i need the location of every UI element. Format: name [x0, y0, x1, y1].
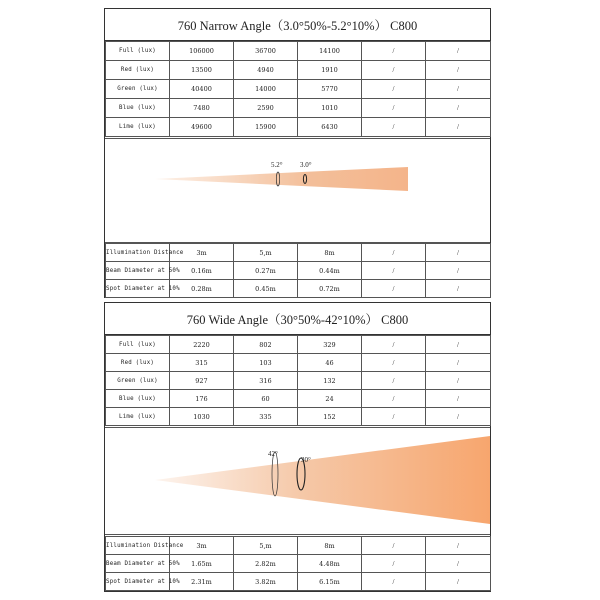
- narrow-angle-panel: [104, 8, 491, 298]
- lux-row-value: /: [362, 61, 426, 80]
- lux-row: [106, 61, 491, 80]
- lux-row-value: 176: [170, 390, 234, 408]
- lux-row-value: /: [362, 408, 426, 426]
- lux-row-value: 1910: [298, 61, 362, 80]
- lux-row: [106, 372, 491, 390]
- lux-row-value: 106000: [170, 42, 234, 61]
- distance-row: [106, 262, 491, 280]
- distance-row-value: 0.72m: [298, 280, 362, 298]
- distance-row: [106, 573, 491, 591]
- lux-row: [106, 99, 491, 118]
- lux-row: [106, 336, 491, 354]
- narrow-outer-angle-label: 5.2°: [271, 161, 283, 169]
- lux-row-value: /: [426, 61, 491, 80]
- lux-row-value: /: [362, 99, 426, 118]
- lux-row-label: Green (lux): [106, 80, 170, 99]
- lux-row-value: /: [426, 42, 491, 61]
- wide-angle-title: 760 Wide Angle（30°50%-42°10%） C800: [105, 303, 490, 335]
- lux-row-label: Lime (lux): [106, 118, 170, 137]
- narrow-beam-diagram: [105, 138, 490, 243]
- wide-outer-angle-label: 42°: [268, 450, 278, 458]
- distance-row-value: /: [426, 280, 491, 298]
- lux-row-value: 36700: [234, 42, 298, 61]
- lux-row-value: 152: [298, 408, 362, 426]
- distance-row: [106, 280, 491, 298]
- lux-row-value: 335: [234, 408, 298, 426]
- lux-row-value: /: [362, 372, 426, 390]
- narrow-beam-cone: [155, 167, 408, 191]
- distance-row-value: /: [426, 262, 491, 280]
- distance-row-value: /: [362, 573, 426, 591]
- distance-row-value: /: [362, 244, 426, 262]
- lux-row-value: 49600: [170, 118, 234, 137]
- distance-row-value: 8m: [298, 537, 362, 555]
- lux-row: [106, 354, 491, 372]
- lux-row-value: /: [426, 372, 491, 390]
- lux-row-value: 2220: [170, 336, 234, 354]
- distance-row-value: 0.44m: [298, 262, 362, 280]
- distance-row-value: /: [362, 280, 426, 298]
- distance-row-value: 4.48m: [298, 555, 362, 573]
- lux-row-value: /: [362, 42, 426, 61]
- lux-row-value: 46: [298, 354, 362, 372]
- distance-row-value: 5,m: [234, 537, 298, 555]
- lux-row-label: Full (lux): [106, 42, 170, 61]
- distance-row-label: Beam Diameter at 50%: [106, 555, 170, 573]
- distance-row-value: /: [426, 244, 491, 262]
- narrow-inner-angle-label: 3.0°: [300, 161, 312, 169]
- lux-row-label: Lime (lux): [106, 408, 170, 426]
- lux-row-label: Blue (lux): [106, 99, 170, 118]
- distance-row-value: 2.31m: [170, 573, 234, 591]
- wide-beam-diagram: [105, 427, 490, 535]
- lux-row-value: 60: [234, 390, 298, 408]
- distance-row-label: Beam Diameter at 50%: [106, 262, 170, 280]
- lux-row-label: Blue (lux): [106, 390, 170, 408]
- lux-row-value: 315: [170, 354, 234, 372]
- lux-row-value: 802: [234, 336, 298, 354]
- lux-row-value: 14100: [298, 42, 362, 61]
- lux-row-value: 5770: [298, 80, 362, 99]
- lux-row-value: 14000: [234, 80, 298, 99]
- distance-row-value: 3.82m: [234, 573, 298, 591]
- lux-row-value: 6430: [298, 118, 362, 137]
- distance-row-value: /: [362, 262, 426, 280]
- distance-row-value: /: [362, 555, 426, 573]
- distance-row: [106, 537, 491, 555]
- distance-row-value: 0.27m: [234, 262, 298, 280]
- lux-row-value: /: [362, 118, 426, 137]
- distance-row-label: Illumination Distance: [106, 244, 170, 262]
- lux-row: [106, 80, 491, 99]
- lux-row-value: /: [362, 354, 426, 372]
- lux-row-value: /: [426, 390, 491, 408]
- wide-inner-angle-label: 30°: [301, 456, 311, 464]
- wide-lux-table: [105, 335, 491, 426]
- lux-row-value: 40400: [170, 80, 234, 99]
- distance-row-value: 0.45m: [234, 280, 298, 298]
- lux-row-value: 13500: [170, 61, 234, 80]
- lux-row-value: /: [362, 80, 426, 99]
- narrow-distance-table: [105, 243, 491, 298]
- lux-row-value: 15900: [234, 118, 298, 137]
- lux-row-value: 132: [298, 372, 362, 390]
- narrow-lux-table: [105, 41, 491, 137]
- lux-row-value: 316: [234, 372, 298, 390]
- lux-row-value: 24: [298, 390, 362, 408]
- lux-row-value: 4940: [234, 61, 298, 80]
- lux-row-value: 1030: [170, 408, 234, 426]
- lux-row-value: 927: [170, 372, 234, 390]
- distance-row: [106, 555, 491, 573]
- lux-row: [106, 408, 491, 426]
- lux-row-label: Red (lux): [106, 354, 170, 372]
- lux-row-value: 329: [298, 336, 362, 354]
- lux-row: [106, 390, 491, 408]
- distance-row-value: 3m: [170, 537, 234, 555]
- distance-row-value: 0.28m: [170, 280, 234, 298]
- lux-row-value: 103: [234, 354, 298, 372]
- distance-row-value: 1.65m: [170, 555, 234, 573]
- lux-row-label: Full (lux): [106, 336, 170, 354]
- lux-row-value: 2590: [234, 99, 298, 118]
- lux-row-value: /: [426, 99, 491, 118]
- lux-row-value: /: [426, 336, 491, 354]
- wide-beam-cone: [155, 436, 490, 524]
- narrow-angle-title: 760 Narrow Angle（3.0°50%-5.2°10%） C800: [105, 9, 490, 41]
- lux-row-value: 1010: [298, 99, 362, 118]
- distance-row-value: /: [426, 555, 491, 573]
- distance-row-value: 5,m: [234, 244, 298, 262]
- distance-row-label: Illumination Distance: [106, 537, 170, 555]
- distance-row-label: Spot Diameter at 10%: [106, 280, 170, 298]
- distance-row-value: 6.15m: [298, 573, 362, 591]
- lux-row-label: Green (lux): [106, 372, 170, 390]
- distance-row-value: /: [362, 537, 426, 555]
- lux-row-label: Red (lux): [106, 61, 170, 80]
- lux-row-value: /: [426, 408, 491, 426]
- wide-angle-panel: [104, 302, 491, 592]
- distance-row-label: Spot Diameter at 10%: [106, 573, 170, 591]
- distance-row-value: 3m: [170, 244, 234, 262]
- distance-row-value: 0.16m: [170, 262, 234, 280]
- lux-row-value: 7480: [170, 99, 234, 118]
- lux-row: [106, 118, 491, 137]
- lux-row-value: /: [362, 336, 426, 354]
- distance-row-value: /: [426, 573, 491, 591]
- lux-row-value: /: [426, 80, 491, 99]
- distance-row-value: 2.82m: [234, 555, 298, 573]
- wide-distance-table: [105, 536, 491, 591]
- distance-row: [106, 244, 491, 262]
- lux-row: [106, 42, 491, 61]
- lux-row-value: /: [426, 354, 491, 372]
- distance-row-value: /: [426, 537, 491, 555]
- lux-row-value: /: [362, 390, 426, 408]
- distance-row-value: 8m: [298, 244, 362, 262]
- lux-row-value: /: [426, 118, 491, 137]
